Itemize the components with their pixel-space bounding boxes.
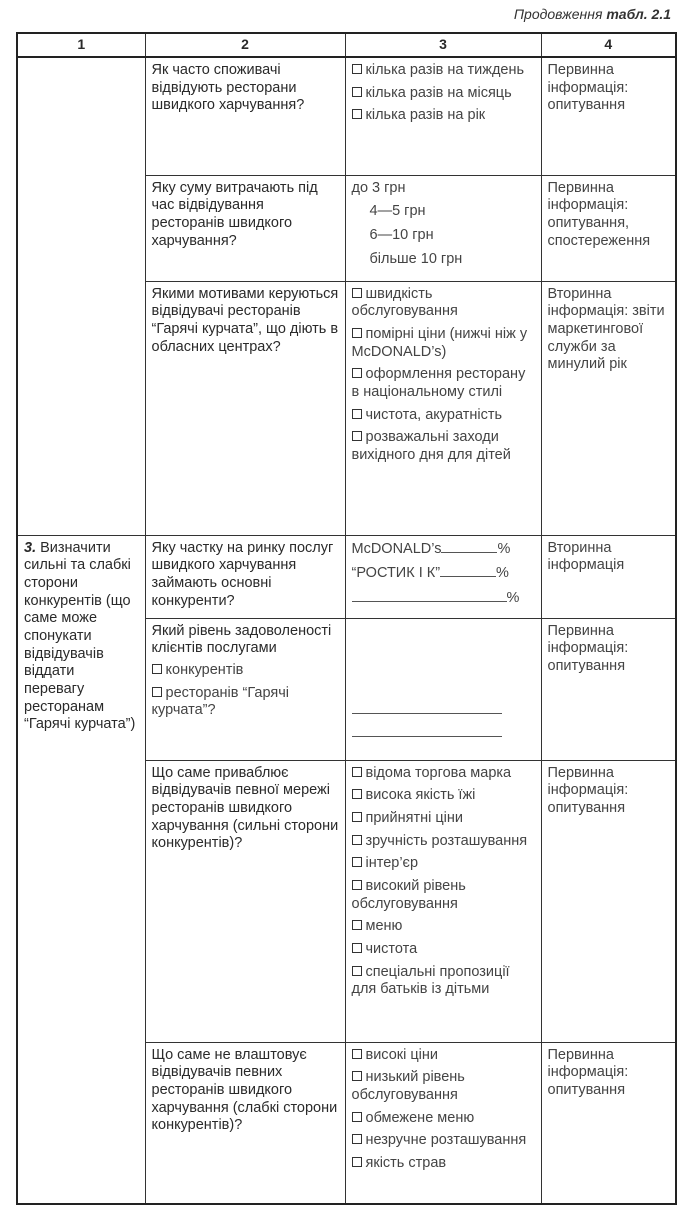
header-col-2: 2 [145,33,345,57]
options-cell [345,57,541,175]
options-cell [345,175,541,281]
checkbox-icon [352,431,362,441]
option-item: якість страв [352,1155,535,1173]
question-cell: Що саме не влаштовує відвідувачів певних ресторанів швидкого харчування (слабкі сторони конкурентів)? [145,1042,345,1204]
option-item: 4—5 грн [369,203,426,220]
table-caption [514,6,671,22]
checkbox-icon [352,920,362,930]
question-cell [145,618,345,760]
option-item: висока якість їжі [352,787,535,805]
checkbox-icon [352,64,362,74]
checkbox-icon [352,1157,362,1167]
source-cell: Вторинна інформація [541,535,676,618]
option-item: низький рівень обслуговування [351,1069,465,1103]
options-cell [345,1042,541,1204]
source-cell: Первинна інформація: опитування, спостереження [541,175,676,281]
options-cell [345,281,541,535]
checkbox-icon [352,1134,362,1144]
checkbox-icon [352,1071,362,1081]
checkbox-icon [352,812,362,822]
options-cell [345,618,541,760]
header-col-4: 4 [541,33,676,57]
checkbox-icon [352,966,362,976]
checkbox-icon [352,409,362,419]
option-item: інтер’єр [352,855,535,873]
option-item: швидкість обслуговування [351,285,458,320]
table-row [17,535,676,618]
option-item: 6—10 грн [369,226,434,243]
option-item: помірні ціни (нижчі ніж у McDONALD’s) [351,325,528,360]
answer-line [352,695,502,714]
question-cell: Як часто споживачі відвідують ресторани швидкого харчування? [145,57,345,175]
option-item: меню [352,918,535,936]
option-item: кілька разів на місяць [352,85,535,103]
question-text: Який рівень задоволеності клієнтів послугами [151,622,332,657]
option-item: % [352,589,535,608]
source-cell: Первинна інформація: опитування [541,760,676,1042]
source-cell: Первинна інформація: опитування [541,1042,676,1204]
option-item: обмежене меню [352,1110,535,1128]
option-item: високі ціни [352,1047,535,1065]
option-item: оформлення ресторану в національному стилі [351,366,526,400]
checkbox-icon [352,857,362,867]
caption-prefix: Продовження [513,6,603,22]
option-item: чистота [352,941,535,959]
checkbox-icon [352,789,362,799]
task-cell [17,535,145,1204]
option-item: конкурентів [152,662,339,680]
checkbox-icon [352,880,362,890]
options-cell [345,535,541,618]
fill-blank [352,589,507,602]
checkbox-icon [352,1112,362,1122]
checkbox-icon [352,1049,362,1059]
checkbox-icon [352,87,362,97]
checkbox-icon [352,328,362,338]
checkbox-icon [352,835,362,845]
header-col-3: 3 [345,33,541,57]
answer-line [352,718,502,737]
question-cell: Яку частку на ринку послуг швидкого харчування займають основні конкуренти? [145,535,345,618]
survey-table [16,32,677,1205]
option-item: кілька разів на рік [352,107,535,125]
table-header-row [17,33,676,57]
task-text: Визначити сильні та слабкі сторони конкурентів (що саме може спонукати відвідувачів віддати перевагу ресторанам “Гарячі курчата”) [24,539,136,733]
question-cell: Що саме приваблює відвідувачів певної мережі ресторанів швидкого харчування (сильні сторони конкурентів)? [145,760,345,1042]
option-item: зручність розташування [352,833,535,851]
checkbox-icon [152,664,162,674]
option-item: відома торгова марка [352,765,535,783]
checkbox-icon [352,109,362,119]
caption-table-ref: табл. 2.1 [606,6,671,22]
option-item: McDONALD’s % [351,540,511,557]
checkbox-icon [352,288,362,298]
source-cell: Первинна інформація: опитування [541,618,676,760]
question-cell: Якими мотивами керуються відвідувачі ресторанів “Гарячі курчата”, що діють в обласних центрах? [145,281,345,535]
option-item: кілька разів на тиждень [352,62,535,80]
fill-blank [441,540,497,553]
option-item: чистота, акуратність [352,407,535,425]
option-item: спеціальні пропозиції для батьків із дітьми [351,963,510,998]
option-item: прийнятні ціни [352,810,535,828]
fill-blank [440,564,496,577]
checkbox-icon [352,368,362,378]
task-cell-empty [17,57,145,535]
checkbox-icon [152,687,162,697]
task-number: 3. [24,539,37,556]
option-item: “РОСТИК І К” % [351,565,509,582]
source-cell: Первинна інформація: опитування [541,57,676,175]
option-item: незручне розташування [352,1132,535,1150]
option-item: ресторанів “Гарячі курчата”? [151,684,289,719]
option-item: високий рівень обслуговування [351,878,466,912]
checkbox-icon [352,943,362,953]
option-item: до 3 грн [351,179,406,196]
options-cell [345,760,541,1042]
table-row [17,57,676,175]
question-cell: Яку суму витрачають під час відвідування ресторанів швидкого харчування? [145,175,345,281]
source-cell: Вторинна інформація: звіти маркетингової служби за минулий рік [541,281,676,535]
header-col-1: 1 [17,33,145,57]
option-item: більше 10 грн [369,250,463,267]
checkbox-icon [352,767,362,777]
option-item: розважальні заходи вихідного дня для дітей [351,429,511,463]
